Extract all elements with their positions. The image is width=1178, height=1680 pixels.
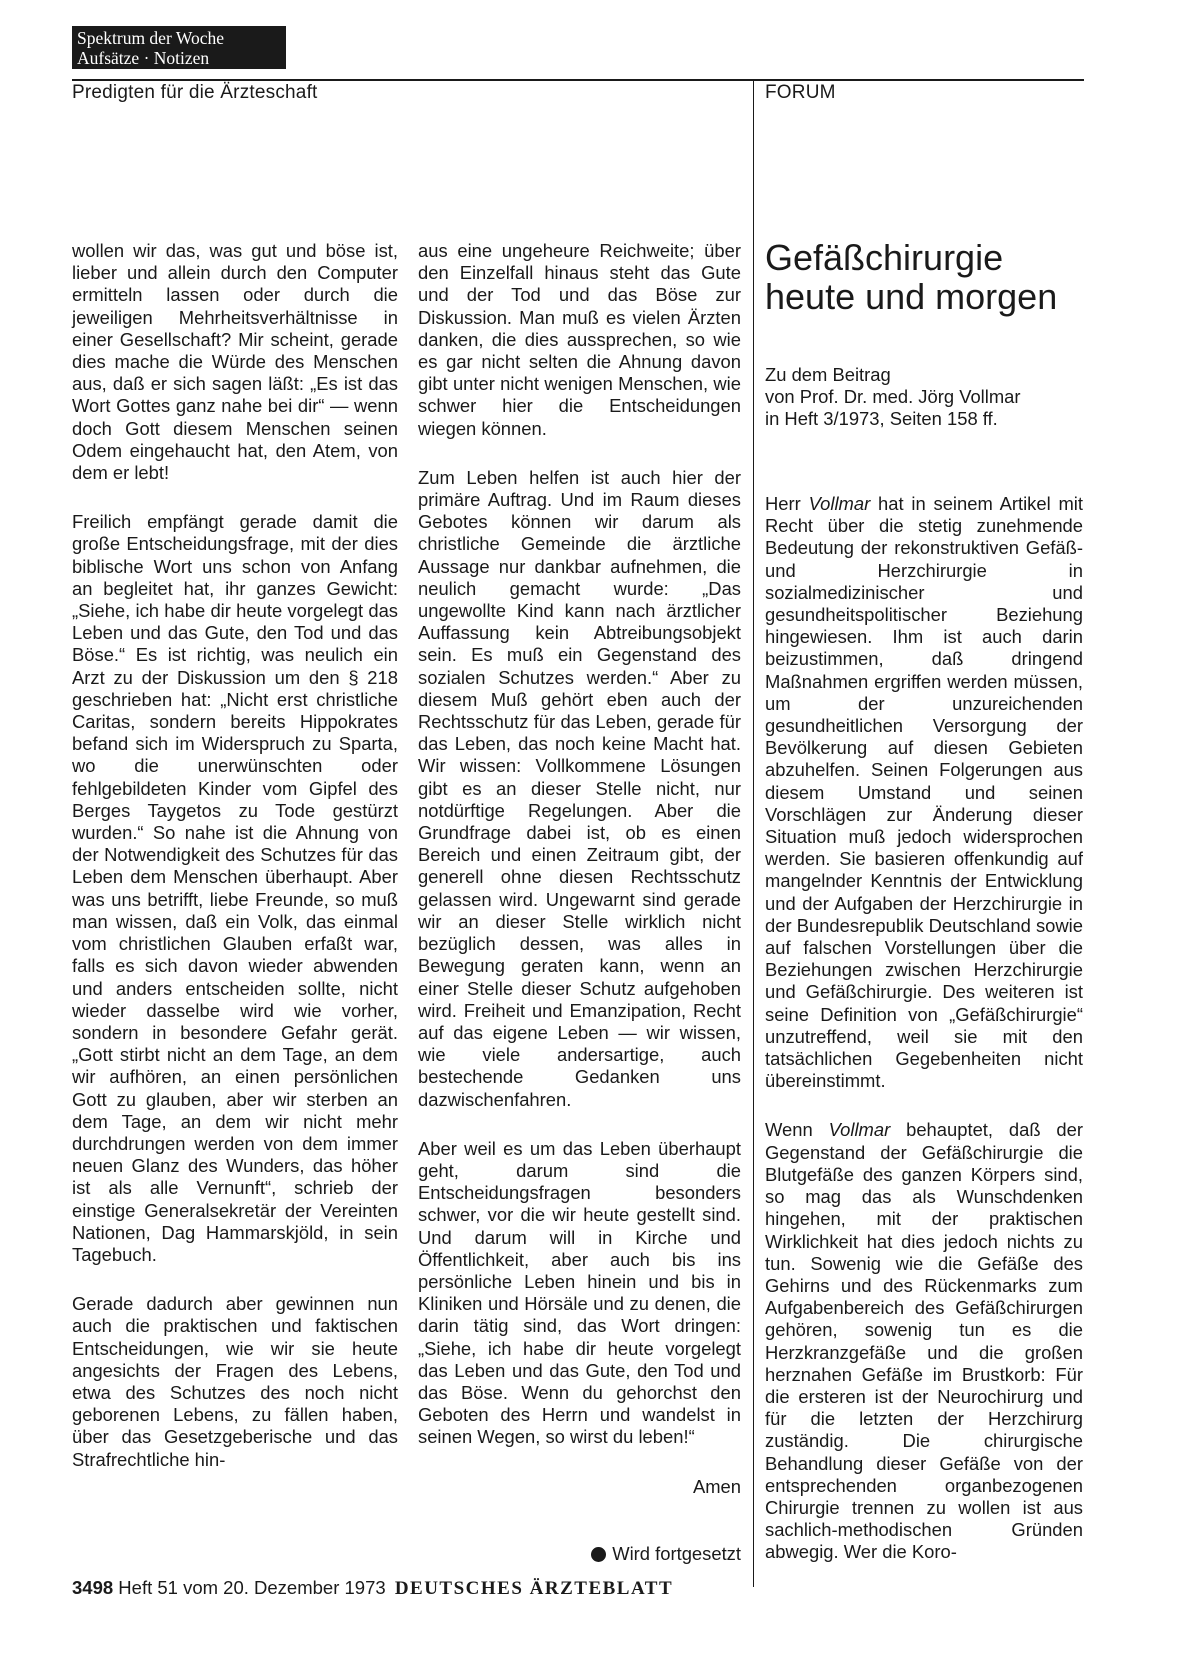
column-1-paragraph: wollen wir das, was gut und böse ist, lieber und allein durch den Computer ermitteln lassen oder durch die jeweiligen Mehrheitsverhältnisse in einer Gesellschaft? Mir scheint, gerade dies mache die Würde des Menschen aus, daß er sich sagen läßt: „Es ist das Wort Gottes ganz nahe bei dir“ — wenn doch Gott diesem Menschen seinen Odem eingehaucht hat, den Atem, von dem er lebt!	[72, 240, 398, 484]
left-rubric: Predigten für die Ärzteschaft	[72, 82, 318, 103]
column-1-paragraph: Gerade dadurch aber gewinnen nun auch die praktischen und faktischen Entscheidungen, wie wir sie heute angesichts der Fragen des Lebens, etwa des Schutzes des noch nicht geborenen Lebens, zu fällen haben, über das Gesetzgeberische und das Strafrechtliche hin-	[72, 1293, 398, 1470]
section-label-line-2: Aufsätze · Notizen	[77, 47, 210, 68]
p1-text: hat in seinem Artikel mit Recht über die stetig zunehmende Bedeutung der rekonstruktiven Gefäß- und Herzchirurgie in sozialmedizinischer und gesundheitspolitischer Beziehung hingewiesen. Ihm ist auch darin beizustimmen, daß dringend Maßnahmen ergriffen werden müssen, um der unzureichenden gesundheitlichen Versorgung der Bevölkerung auf diesen Gebieten abzuhelfen. Seinen Folgerungen aus diesem Umstand und seinen Vorschlägen zur Änderung dieser Situation muß jedoch widersprochen werden. Sie basieren offenkundig auf mangelnder Kenntnis der Entwicklung und der Aufgaben der Herzchirurgie in der Bundesrepublik Deutschland sowie auf falschen Vorstellungen über die Beziehungen zwischen Herzchirurgie und Gefäßchirurgie. Des weiteren ist seine Definition von „Gefäßchirurgie“ unzutreffend, weil sie mit den tatsächlichen Gegebenheiten nicht übereinstimmt.	[765, 493, 1083, 1092]
column-2-paragraph: aus eine ungeheure Reichweite; über den Einzelfall hinaus steht das Gute und der Tod und das Böse zur Diskussion. Man muß es vielen Ärzten danken, die dies aussprechen, so wie es gar nicht selten die Ahnung davon gibt unter nicht wenigen Menschen, wie schwer hier die Entscheidungen wiegen können.	[418, 240, 741, 439]
section-label-line-1: Spektrum der Woche	[77, 28, 224, 48]
reference-line-1: Zu dem Beitrag	[765, 364, 891, 385]
page-footer	[72, 1577, 673, 1600]
reference-line-3: in Heft 3/1973, Seiten 158 ff.	[765, 408, 998, 430]
section-label-box	[72, 26, 286, 69]
headline-line-2: heute und morgen	[765, 276, 1058, 317]
p2-lead: Wenn	[765, 1119, 829, 1141]
sermon-signature: Amen	[692, 1475, 741, 1497]
continued-label: Wird fortgesetzt	[612, 1543, 741, 1564]
column-1	[72, 240, 398, 1471]
column-2	[418, 240, 741, 1498]
column-3-paragraph	[765, 1119, 1083, 1563]
right-rubric: FORUM	[765, 82, 836, 103]
article-headline	[765, 238, 1095, 316]
journal-name: DEUTSCHES ÄRZTEBLATT	[394, 1578, 674, 1599]
article-reference	[765, 364, 1095, 431]
issue-info: Heft 51 vom 20. Dezember 1973	[118, 1577, 386, 1598]
continued-note	[568, 1543, 741, 1565]
author-name: Vollmar	[828, 1119, 891, 1141]
column-3-paragraph	[765, 493, 1083, 1092]
author-name: Vollmar	[808, 493, 871, 514]
column-2-paragraph: Zum Leben helfen ist auch hier der primäre Auftrag. Und im Raum dieses Gebotes können wir darum als christliche Gemeinde die ärztliche Aussage nur dankbar aufnehmen, die neulich gemacht wurde: „Das ungewollte Kind kann nach ärztlicher Auffassung kein Abtreibungsobjekt sein. Es muß ein Gegenstand des sozialen Schutzes werden.“ Aber zu diesem Muß gehört eben auch der Rechtsschutz für das Leben, gerade für das Leben, das noch keine Macht hat. Wir wissen: Vollkommene Lösungen gibt es an dieser Stelle nicht, nur notdürftige Regelungen. Aber die Grundfrage dabei ist, ob es einen Bereich und einen Zeitraum gibt, der generell ohne diesen Rechtsschutz gelassen wird. Ungewarnt sind gerade wir an dieser Stelle wirklich nicht bezüglich dessen, was alles in Bewegung geraten kann, wenn an einer Stelle dieser Schutz aufgehoben wird. Freiheit und Emanzipation, Recht auf das eigene Leben — wir wissen, wie viele andersartige, auch bestechende Gedanken uns dazwischenfahren.	[418, 466, 741, 1110]
page-number: 3498	[72, 1577, 114, 1598]
column-divider	[753, 79, 754, 1587]
bullet-dot-icon	[591, 1547, 606, 1562]
column-3	[765, 493, 1083, 1564]
column-1-paragraph: Freilich empfängt gerade damit die große Entscheidungsfrage, mit der dies biblische Wort uns schon von Anfang an begleitet hat, ihr ganzes Gewicht: „Siehe, ich habe dir heute vorgelegt das Leben und das Gute, den Tod und das Böse.“ Es ist richtig, was neulich ein Arzt zu der Diskussion um den § 218 geschrieben hat: „Nicht erst christliche Caritas, sondern bereits Hippokrates befand sich im Widerspruch zu Sparta, wo die unerwünschten oder fehlgebildeten Kinder vom Gipfel des Berges Taygetos zu Tode gestürzt wurden.“ So nahe ist die Ahnung von der Notwendigkeit des Schutzes für das Leben dem Menschen überhaupt. Aber was uns betrifft, liebe Freunde, so muß man wissen, daß ein Volk, das einmal vom christlichen Glauben erfaßt war, falls es sich davon wieder abwenden und anders entscheiden sollte, nicht wieder dasselbe wird wie vorher, sondern in besondere Gefahr gerät. „Gott stirbt nicht an dem Tage, an dem wir aufhören, an einen persönlichen Gott zu glauben, aber wir sterben an dem Tage, an dem wir nicht mehr durchdrungen werden von dem immer neuen Glanz des Wunders, das höher ist als alle Vernunft“, schrieb der einstige Generalsekretär der Vereinten Nationen, Dag Hammarskjöld, in sein Tagebuch.	[72, 511, 398, 1265]
reference-line-2: von Prof. Dr. med. Jörg Vollmar	[765, 386, 1021, 408]
p2-text: behauptet, daß der Gegenstand der Gefäßchirurgie die Blutgefäße des ganzen Körpers sind, so mag das als Wunschdenken hingehen, mit der praktischen Wirklichkeit hat dies jedoch nichts zu tun. Sowenig wie die Gefäße des Gehirns und des Rückenmarks zum Aufgabenbereich des Gefäßchirurgen gehören, sowenig tun es die Herzkranzgefäße und die großen herznahen Gefäße im Brustkorb: Für die ersteren ist der Neurochirurg und für die letzten der Herzchirurg zuständig. Die chirurgische Behandlung dieser Gefäße von der entsprechenden organbezogenen Chirurgie trennen zu wollen ist aus sachlich-methodischen Gründen abwegig. Wer die Koro-	[765, 1119, 1083, 1563]
top-rule	[72, 79, 1084, 81]
column-2-paragraph: Aber weil es um das Leben überhaupt geht, darum sind die Entscheidungsfragen besonders schwer, vor die wir heute gestellt sind. Und darum will in Kirche und Öffentlichkeit, aber auch bis ins persönliche Leben hinein und bis in Kliniken und Hörsäle und zu denen, die darin tätig sind, das Wort dringen: „Siehe, ich habe dir heute vorgelegt das Leben und das Gute, den Tod und das Böse. Wenn du gehorchst den Geboten des Herrn und wandelst in seinen Wegen, so wirst du leben!“	[418, 1137, 741, 1448]
headline-line-1: Gefäßchirurgie	[765, 237, 1004, 278]
p1-lead: Herr	[765, 493, 809, 514]
